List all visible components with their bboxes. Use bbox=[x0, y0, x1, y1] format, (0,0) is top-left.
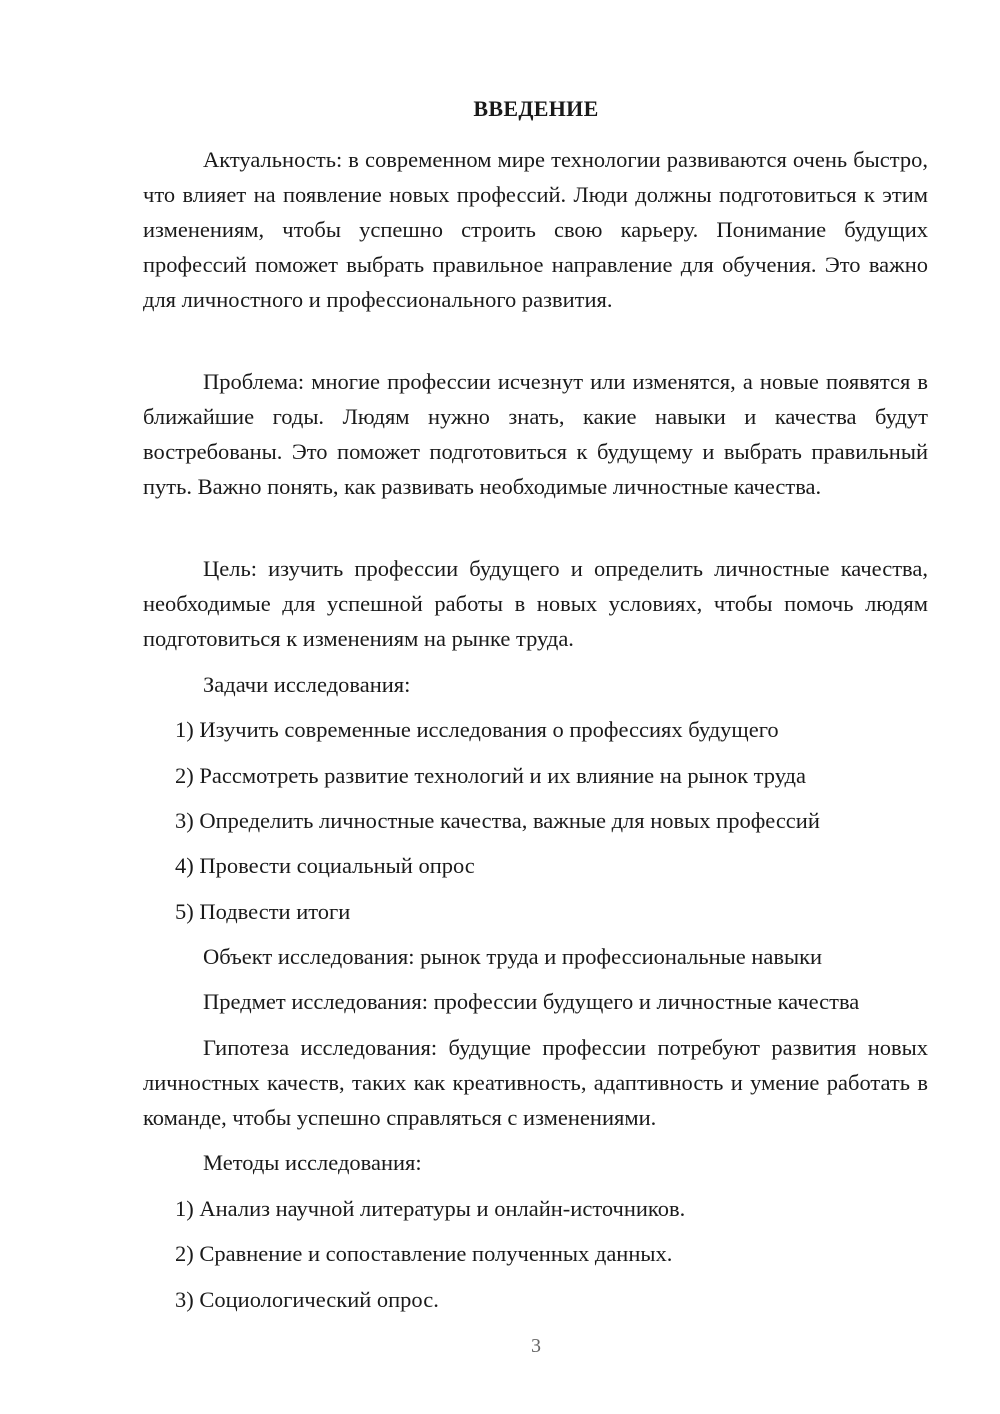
tasks-heading: Задачи исследования: bbox=[203, 672, 411, 697]
problem-paragraph: Проблема: многие профессии исчезнут или изменятся, а новые появятся в ближайшие годы. Людям нужно знать, какие навыки и качества будут востребованы. Это поможет подготовиться к будущему и выбрать правильный путь. Важно понять, как развивать необходимые личностные качества. bbox=[143, 369, 928, 499]
method-item-2: 2) Сравнение и сопоставление полученных данных. bbox=[175, 1241, 673, 1266]
relevance-paragraph: Актуальность: в современном мире технологии развиваются очень быстро, что влияет на появление новых профессий. Люди должны подготовиться к этим изменениям, чтобы успешно строить свою карьеру. Понимание будущих профессий поможет выбрать правильное направление для обучения. Это важно для личностного и профессионального развития. bbox=[143, 147, 928, 312]
task-item-4: 4) Провести социальный опрос bbox=[175, 853, 475, 878]
research-subject: Предмет исследования: профессии будущего и личностные качества bbox=[203, 989, 860, 1014]
task-item-3: 3) Определить личностные качества, важные для новых профессий bbox=[175, 808, 820, 833]
methods-heading: Методы исследования: bbox=[203, 1150, 422, 1175]
task-item-1: 1) Изучить современные исследования о профессиях будущего bbox=[175, 717, 779, 742]
research-object: Объект исследования: рынок труда и профессиональные навыки bbox=[203, 944, 823, 969]
method-item-1: 1) Анализ научной литературы и онлайн-источников. bbox=[175, 1196, 686, 1221]
task-item-5: 5) Подвести итоги bbox=[175, 899, 351, 924]
page-title: ВВЕДЕНИЕ bbox=[473, 96, 599, 121]
hypothesis-paragraph: Гипотеза исследования: будущие профессии потребуют развития новых личностных качеств, таких как креативность, адаптивность и умение работать в команде, чтобы успешно справляться с изменениями. bbox=[143, 1035, 928, 1130]
method-item-3: 3) Социологический опрос. bbox=[175, 1287, 439, 1312]
task-item-2: 2) Рассмотреть развитие технологий и их влияние на рынок труда bbox=[175, 763, 806, 788]
page-number: 3 bbox=[531, 1335, 541, 1357]
goal-paragraph: Цель: изучить профессии будущего и определить личностные качества, необходимые для успешной работы в новых условиях, чтобы помочь людям подготовиться к изменениям на рынке труда. bbox=[143, 556, 928, 651]
